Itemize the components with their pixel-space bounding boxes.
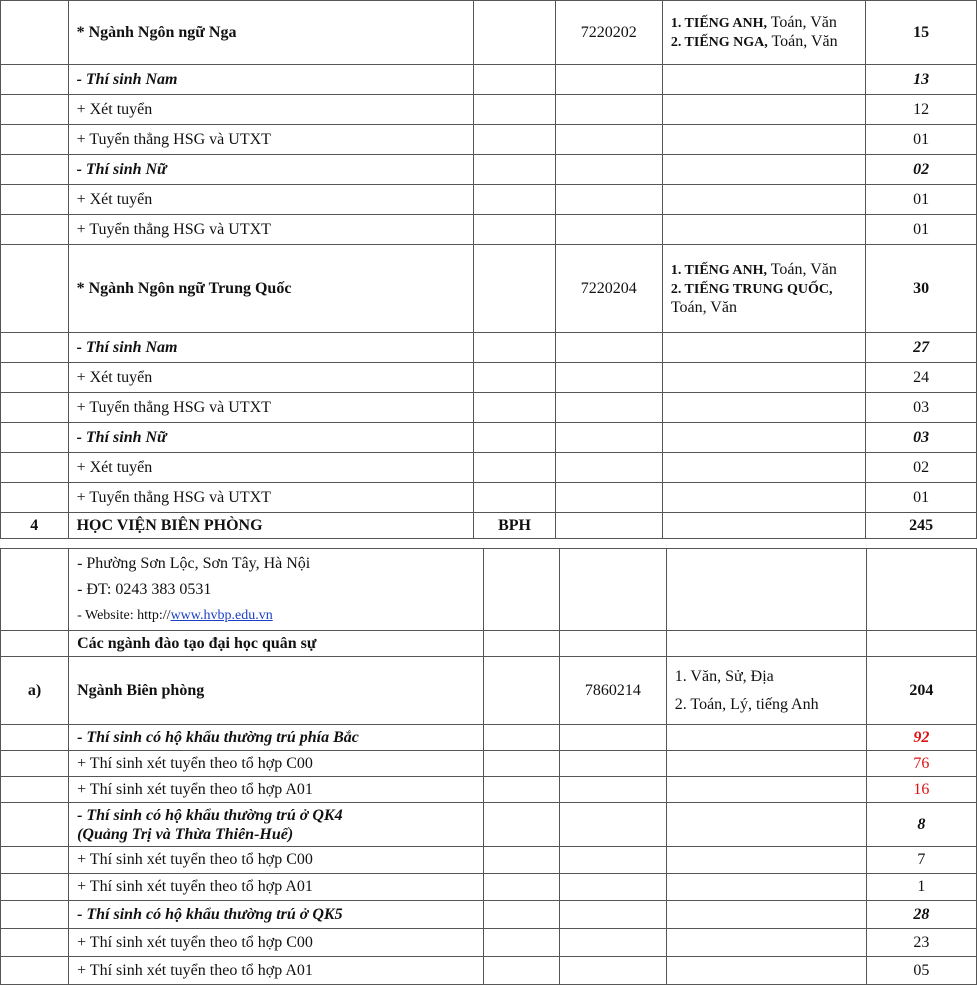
row-value: 12 [866, 95, 977, 125]
major-number: a) [1, 657, 69, 725]
breakdown-row [1, 847, 977, 874]
breakdown-row [1, 125, 977, 155]
row-value: 13 [866, 65, 977, 95]
breakdown-row [1, 874, 977, 901]
subject-combinations: 1. TIẾNG ANH, Toán, Văn 2. TIẾNG NGA, Toán, Văn [662, 1, 865, 65]
breakdown-row [1, 363, 977, 393]
quota-total: 15 [866, 1, 977, 65]
bac-breakdown [1, 751, 977, 803]
breakdown-row [1, 65, 977, 95]
breakdown-row [1, 423, 977, 453]
row-label: + Thí sinh xét tuyển theo tổ hợp C00 [69, 847, 484, 874]
group-row-qk5 [1, 901, 977, 929]
major-name: Ngành Biên phòng [69, 657, 484, 725]
row-label: + Thí sinh xét tuyển theo tổ hợp C00 [69, 751, 484, 777]
group-value: 8 [866, 803, 976, 847]
row-label: + Thí sinh xét tuyển theo tổ hợp A01 [69, 957, 484, 985]
row-label: + Xét tuyển [68, 95, 474, 125]
row-label: + Tuyển thẳng HSG và UTXT [68, 125, 474, 155]
school-total: 245 [866, 513, 977, 539]
row-value: 01 [866, 185, 977, 215]
school-contact-row [1, 549, 977, 631]
breakdown-row [1, 393, 977, 423]
qk5-breakdown [1, 929, 977, 985]
major-name: * Ngành Ngôn ngữ Nga [68, 1, 474, 65]
row-label: + Xét tuyển [68, 185, 474, 215]
group-value: 28 [866, 901, 976, 929]
group-label: - Thí sinh có hộ khẩu thường trú ở QK5 [69, 901, 484, 929]
breakdown-row [1, 155, 977, 185]
row-value: 1 [866, 874, 976, 901]
row-label: + Xét tuyển [68, 363, 474, 393]
school-row [1, 513, 977, 539]
quota-total: 30 [866, 245, 977, 333]
admissions-table-2 [0, 548, 977, 985]
quota-total: 204 [866, 657, 976, 725]
row-value: 03 [866, 423, 977, 453]
tq-breakdown [1, 333, 977, 513]
major-code: 7220204 [555, 245, 662, 333]
row-value: 05 [866, 957, 976, 985]
school-contact [69, 549, 484, 631]
breakdown-row [1, 333, 977, 363]
section-title: Các ngành đào tạo đại học quân sự [69, 631, 484, 657]
school-address: - Phường Sơn Lộc, Sơn Tây, Hà Nội [77, 554, 311, 572]
group-row-qk4 [1, 803, 977, 847]
group-label: - Thí sinh có hộ khẩu thường trú ở QK4 (Quảng Trị và Thừa Thiên-Huế) [69, 803, 484, 847]
breakdown-row [1, 777, 977, 803]
row-value: 02 [866, 453, 977, 483]
row-label: - Thí sinh Nữ [68, 423, 474, 453]
breakdown-row [1, 185, 977, 215]
row-label: + Tuyển thẳng HSG và UTXT [68, 393, 474, 423]
row-value: 27 [866, 333, 977, 363]
breakdown-row [1, 215, 977, 245]
qk4-breakdown [1, 847, 977, 901]
row-label: - Thí sinh Nam [68, 65, 474, 95]
breakdown-row [1, 95, 977, 125]
major-code: 7860214 [559, 657, 666, 725]
breakdown-row [1, 453, 977, 483]
row-value: 16 [866, 777, 976, 803]
row-label: + Tuyển thẳng HSG và UTXT [68, 215, 474, 245]
major-row-tq [1, 245, 977, 333]
row-label: + Tuyển thẳng HSG và UTXT [68, 483, 474, 513]
row-value: 02 [866, 155, 977, 185]
website-link[interactable]: www.hvbp.edu.vn [170, 607, 273, 623]
school-name: HỌC VIỆN BIÊN PHÒNG [68, 513, 474, 539]
row-value: 01 [866, 125, 977, 155]
school-website: - Website: http://www.hvbp.edu.vn [77, 607, 273, 623]
breakdown-row [1, 929, 977, 957]
major-row-bien-phong [1, 657, 977, 725]
breakdown-row [1, 483, 977, 513]
row-value: 01 [866, 483, 977, 513]
row-label: - Thí sinh Nữ [68, 155, 474, 185]
group-row-bac [1, 725, 977, 751]
breakdown-row [1, 957, 977, 985]
major-name: * Ngành Ngôn ngữ Trung Quốc [68, 245, 474, 333]
breakdown-row [1, 751, 977, 777]
row-label: + Thí sinh xét tuyển theo tổ hợp A01 [69, 777, 484, 803]
row-label: + Thí sinh xét tuyển theo tổ hợp A01 [69, 874, 484, 901]
school-number: 4 [1, 513, 69, 539]
row-value: 01 [866, 215, 977, 245]
nga-breakdown [1, 65, 977, 245]
row-label: + Thí sinh xét tuyển theo tổ hợp C00 [69, 929, 484, 957]
group-value: 92 [866, 725, 976, 751]
subject-combinations: 1. TIẾNG ANH, Toán, Văn 2. TIẾNG TRUNG QUỐC, Toán, Văn [662, 245, 865, 333]
major-code: 7220202 [555, 1, 662, 65]
group-label: - Thí sinh có hộ khẩu thường trú phía Bắc [69, 725, 484, 751]
major-row-nga [1, 1, 977, 65]
row-label: - Thí sinh Nam [68, 333, 474, 363]
row-value: 24 [866, 363, 977, 393]
row-value: 23 [866, 929, 976, 957]
row-label: + Xét tuyển [68, 453, 474, 483]
subject-combinations: 1. Văn, Sử, Địa 2. Toán, Lý, tiếng Anh [666, 657, 866, 725]
section-row [1, 631, 977, 657]
row-value: 76 [866, 751, 976, 777]
school-phone: - ĐT: 0243 383 0531 [77, 580, 212, 598]
row-value: 7 [866, 847, 976, 874]
row-value: 03 [866, 393, 977, 423]
school-code: BPH [474, 513, 555, 539]
